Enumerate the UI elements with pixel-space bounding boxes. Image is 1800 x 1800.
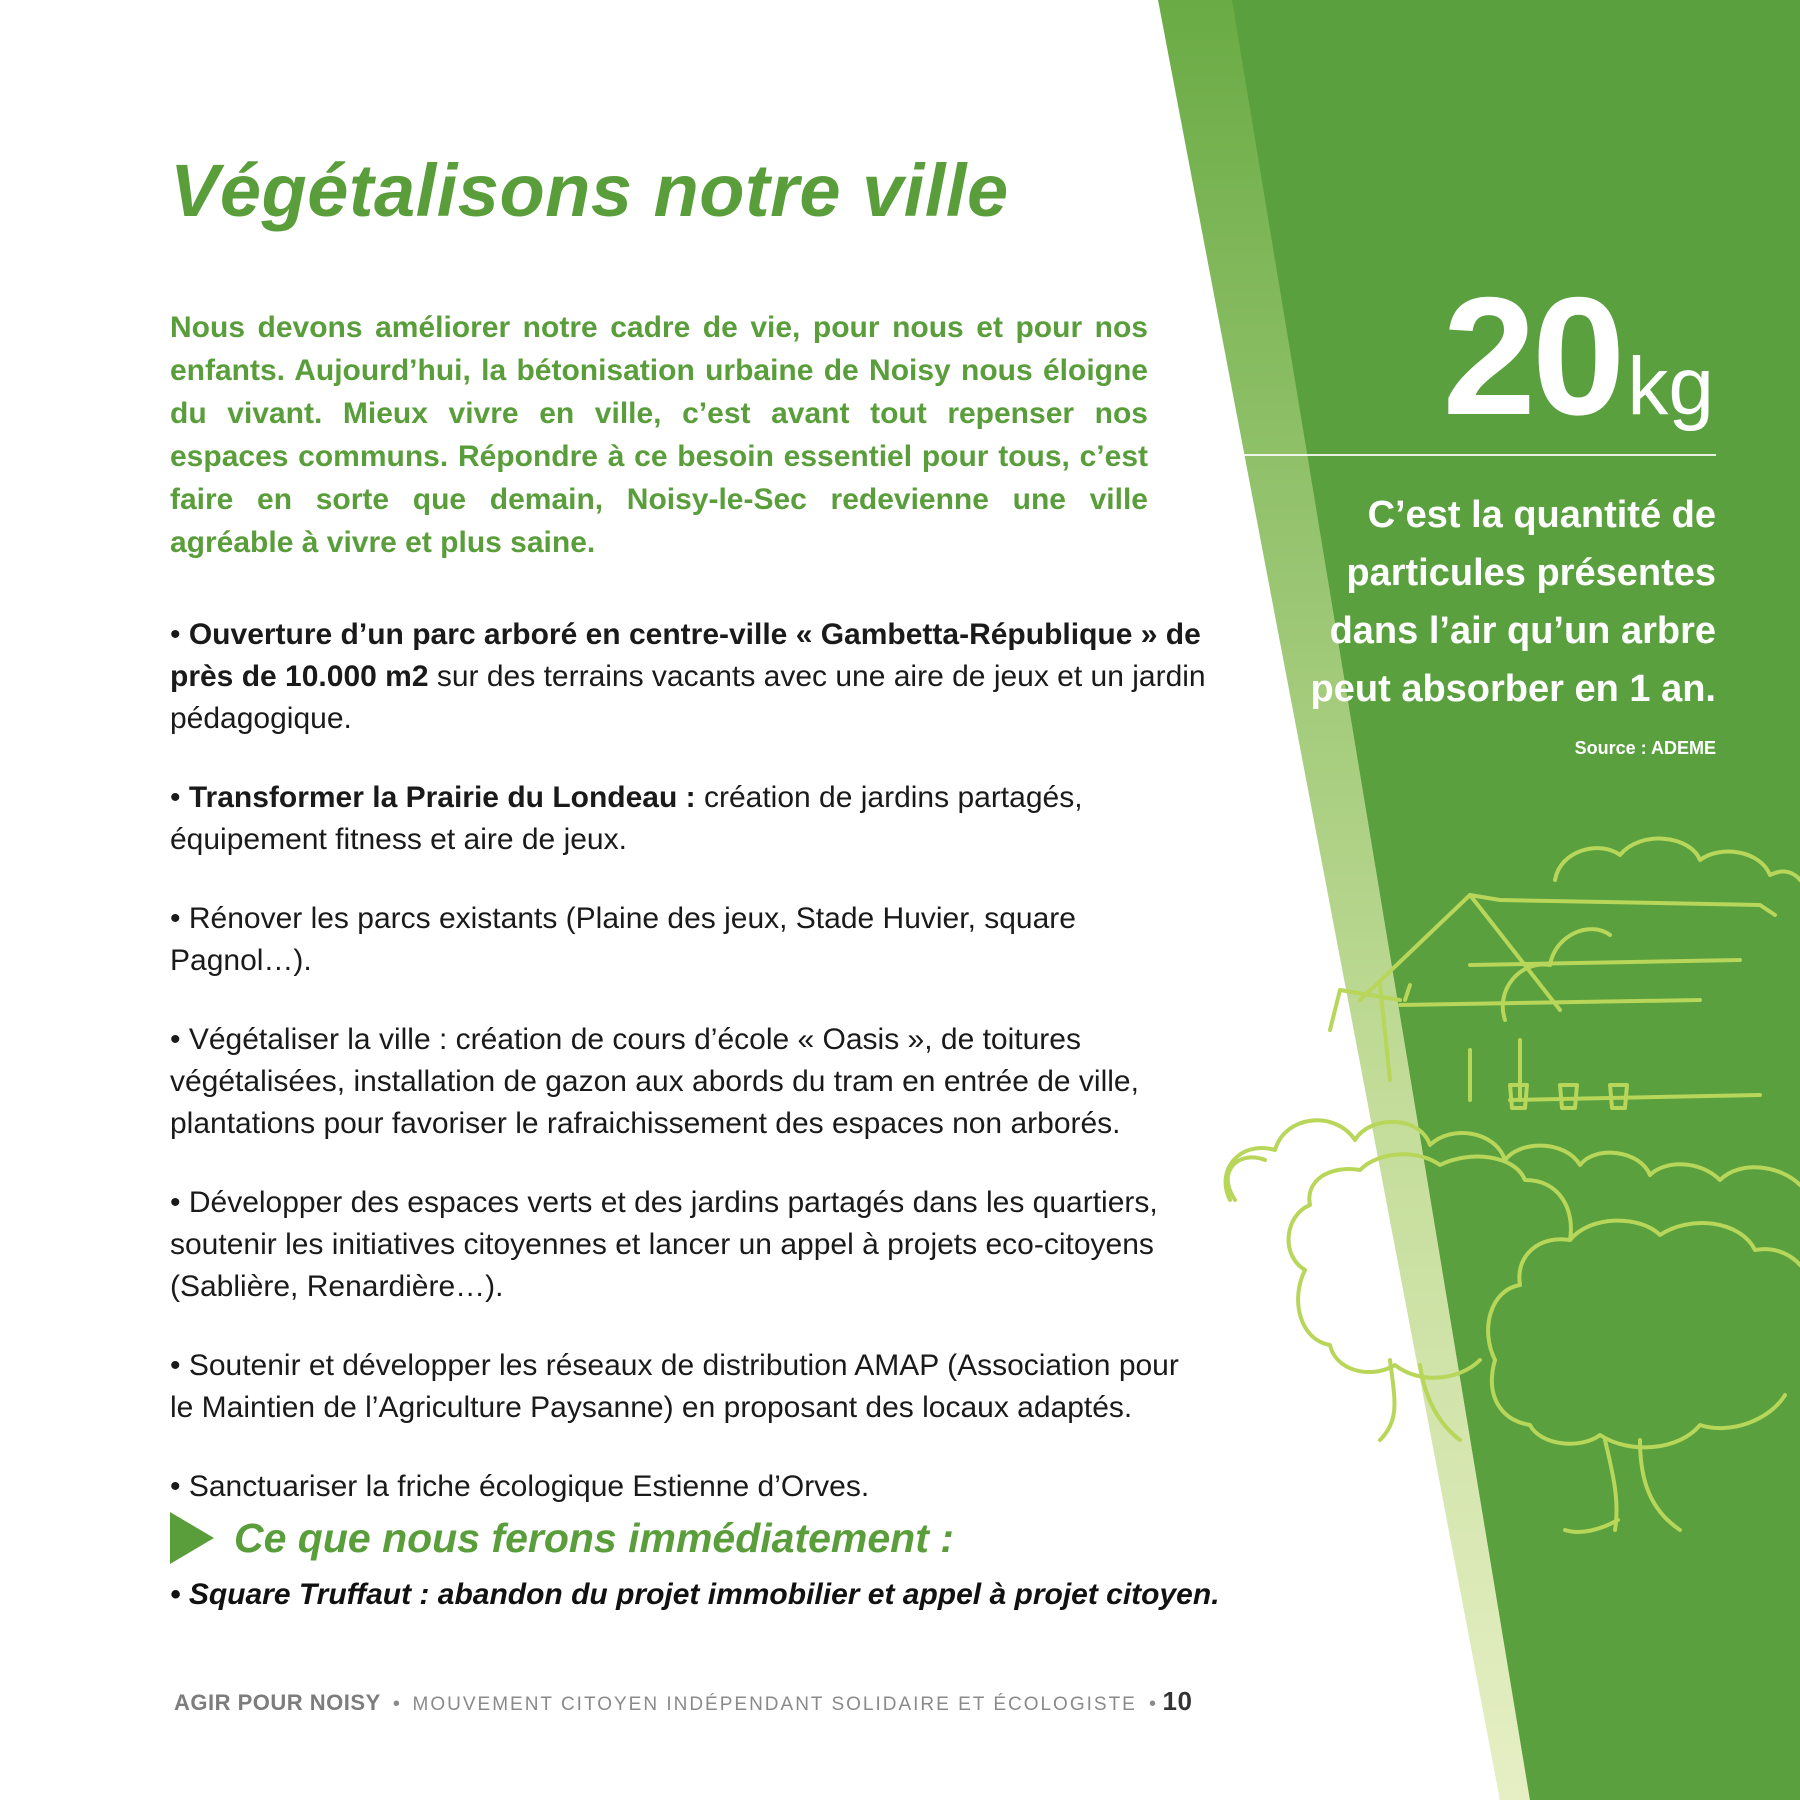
play-triangle-icon [170, 1512, 214, 1564]
list-item-bold: Ouverture d’un parc arboré en centre-ville « Gambetta-République » de près de 10.000 m2 [170, 618, 1201, 693]
stat-figure [1442, 262, 1714, 450]
list-item: • Ouverture d’un parc arboré en centre-ville « Gambetta-République » de près de 10.000 m2 sur des terrains vacants avec une aire de jeux et un jardin pédagogique. [170, 618, 1206, 735]
list-item-text: Sanctuariser la friche écologique Estienne d’Orves. [188, 1470, 870, 1503]
list-item-text: Développer des espaces verts et des jardins partagés dans les quartiers, soutenir les initiatives citoyennes et lancer un appel à projets eco-citoyens (Sablière, Renardière…). [170, 1186, 1158, 1303]
intro-paragraph: Nous devons améliorer notre cadre de vie, pour nous et pour nos enfants. Aujourd’hui, la bétonisation urbaine de Noisy nous éloigne du vivant. Mieux vivre en ville, c’est avant tout repenser nos espaces communs. Répondre à ce besoin essentiel pour tous, c’est faire en sorte que demain, Noisy-le-Sec redevienne une ville agréable à vivre et plus saine. [170, 311, 1148, 559]
stat-divider [1232, 454, 1716, 456]
footer-brand: AGIR POUR NOISY [174, 1690, 381, 1715]
stat-source: Source : ADEME [1574, 738, 1716, 758]
list-item-text: Végétaliser la ville : création de cours d’école « Oasis », de toitures végétalisées, installation de gazon aux abords du tram en entrée de ville, plantations pour favoriser le rafraichissement des espaces non arborés. [170, 1023, 1139, 1140]
list-item: • Rénover les parcs existants (Plaine des jeux, Stade Huvier, square Pagnol…). [170, 902, 1076, 977]
page-number: 10 [1162, 1686, 1193, 1716]
list-item: • Végétaliser la ville : création de cours d’école « Oasis », de toitures végétalisées, installation de gazon aux abords du tram en entrée de ville, plantations pour favoriser le rafraichissement des espaces non arborés. [170, 1023, 1139, 1140]
list-item-bold: Transformer la Prairie du Londeau : [188, 781, 696, 814]
footer-separator: • [392, 1693, 401, 1715]
immediate-action-title: Ce que nous ferons immédiatement : [234, 1514, 954, 1561]
stat-description: C’est la quantité de particules présentes dans l’air qu’un arbre peut absorber en 1 an. [1310, 494, 1716, 710]
proposal-list [170, 614, 1210, 1545]
list-item-text: création de jardins partagés, équipement fitness et aire de jeux. [170, 781, 1083, 856]
list-item-text: sur des terrains vacants avec une aire de jeux et un jardin pédagogique. [170, 660, 1206, 735]
list-item: • Transformer la Prairie du Londeau : création de jardins partagés, équipement fitness et aire de jeux. [170, 781, 1083, 856]
page-title: Végétalisons notre ville [170, 149, 1009, 232]
stat-number: 20 [1442, 262, 1622, 450]
immediate-action-heading [170, 1510, 954, 1566]
stat-unit: kg [1627, 341, 1714, 432]
list-item: • Développer des espaces verts et des jardins partagés dans les quartiers, soutenir les initiatives citoyennes et lancer un appel à projets eco-citoyens (Sablière, Renardière…). [170, 1186, 1158, 1303]
list-item-text: Rénover les parcs existants (Plaine des jeux, Stade Huvier, square Pagnol…). [170, 902, 1076, 977]
immediate-action-item: • Square Truffaut : abandon du projet immobilier et appel à projet citoyen. [170, 1578, 1220, 1611]
footer-tagline: MOUVEMENT CITOYEN INDÉPENDANT SOLIDAIRE ET ÉCOLOGISTE [412, 1694, 1137, 1715]
footer-separator: • [1148, 1693, 1157, 1715]
footer [174, 1686, 1192, 1717]
list-item: • Sanctuariser la friche écologique Estienne d’Orves. [170, 1470, 870, 1503]
list-item: • Soutenir et développer les réseaux de distribution AMAP (Association pour le Maintien de l’Agriculture Paysanne) en proposant des locaux adaptés. [170, 1349, 1179, 1424]
list-item-text: Soutenir et développer les réseaux de distribution AMAP (Association pour le Maintien de l’Agriculture Paysanne) en proposant des locaux adaptés. [170, 1349, 1179, 1424]
